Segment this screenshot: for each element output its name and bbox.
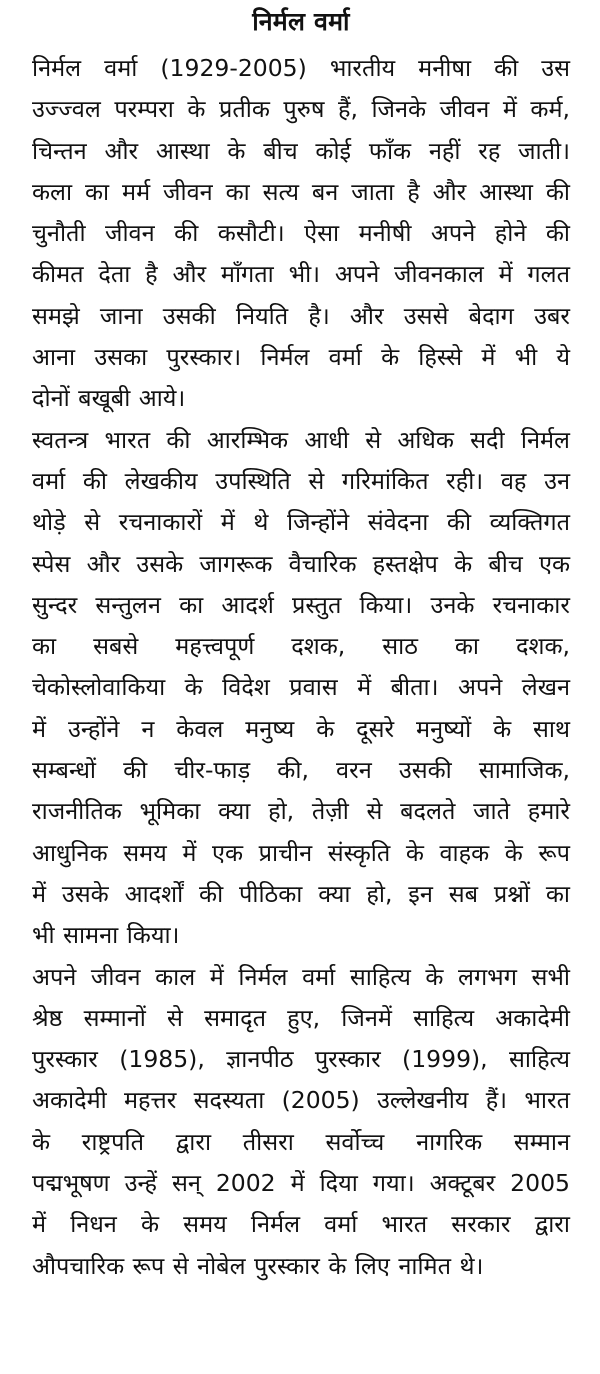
text-line: भी सामना किया। [32,921,180,950]
text-line: में निधन के समय निर्मल वर्मा भारत सरकार द्वारा [32,1210,570,1239]
text-line: सुन्दर सन्तुलन का आदर्श प्रस्तुत किया। उनके रचनाकार [32,590,570,619]
text-line: चुनौती जीवन की कसौटी। ऐसा मनीषी अपने होने की [32,219,570,248]
text-line: चेकोस्लोवाकिया के विदेश प्रवास में बीता। अपने लेखन [32,673,570,702]
text-line: आधुनिक समय में एक प्राचीन संस्कृति के वाहक के रूप [32,838,570,867]
text-line: कीमत देता है और माँगता भी। अपने जीवनकाल में गलत [32,260,570,289]
text-line: थोड़े से रचनाकारों में थे जिन्होंने संवेदना की व्यक्तिगत [32,508,570,537]
text-line: में उसके आदर्शों की पीठिका क्या हो, इन सब प्रश्नों का [32,879,570,908]
text-line: के राष्ट्रपति द्वारा तीसरा सर्वोच्च नागरिक सम्मान [32,1127,570,1156]
page-title: निर्मल वर्मा [252,7,350,36]
text-line: उज्ज्वल परम्परा के प्रतीक पुरुष हैं, जिनके जीवन में कर्म, [32,95,570,124]
text-line: स्वतन्त्र भारत की आरम्भिक आधी से अधिक सदी निर्मल [32,425,570,454]
text-line: में उन्होंने न केवल मनुष्य के दूसरे मनुष्यों के साथ [32,714,570,743]
text-line: चिन्तन और आस्था के बीच कोई फाँक नहीं रह जाती। [32,136,570,165]
text-line: राजनीतिक भूमिका क्या हो, तेज़ी से बदलते जाते हमारे [32,797,570,826]
text-line: का सबसे महत्त्वपूर्ण दशक, साठ का दशक, [32,632,570,661]
text-line: निर्मल वर्मा (1929-2005) भारतीय मनीषा की उस [32,54,570,82]
text-line: समझे जाना उसकी नियति है। और उससे बेदाग उबर [32,301,570,330]
text-line: पद्मभूषण उन्हें सन् 2002 में दिया गया। अक्टूबर 2005 [32,1169,570,1198]
text-line: अकादेमी महत्तर सदस्यता (2005) उल्लेखनीय हैं। भारत [32,1086,570,1115]
text-line: आना उसका पुरस्कार। निर्मल वर्मा के हिस्से में भी ये [32,343,570,372]
text-line: स्पेस और उसके जागरूक वैचारिक हस्तक्षेप के बीच एक [32,549,570,578]
text-line: श्रेष्ठ सम्मानों से समादृत हुए, जिनमें साहित्य अकादेमी [32,1003,570,1032]
text-line: दोनों बखूबी आये। [32,384,186,413]
text-line: सम्बन्धों की चीर-फाड़ की, वरन उसकी सामाजिक, [32,756,570,785]
text-line: पुरस्कार (1985), ज्ञानपीठ पुरस्कार (1999), साहित्य [32,1045,570,1074]
text-line: औपचारिक रूप से नोबेल पुरस्कार के लिए नामित थे। [32,1251,484,1280]
paragraph-3 [32,957,570,1287]
paragraph-2 [32,420,570,957]
text-line: कला का मर्म जीवन का सत्य बन जाता है और आस्था की [32,177,570,206]
paragraph-1 [32,48,570,420]
text-line: वर्मा की लेखकीय उपस्थिति से गरिमांकित रही। वह उन [32,466,570,495]
text-line: अपने जीवन काल में निर्मल वर्मा साहित्य के लगभग सभी [32,962,570,991]
